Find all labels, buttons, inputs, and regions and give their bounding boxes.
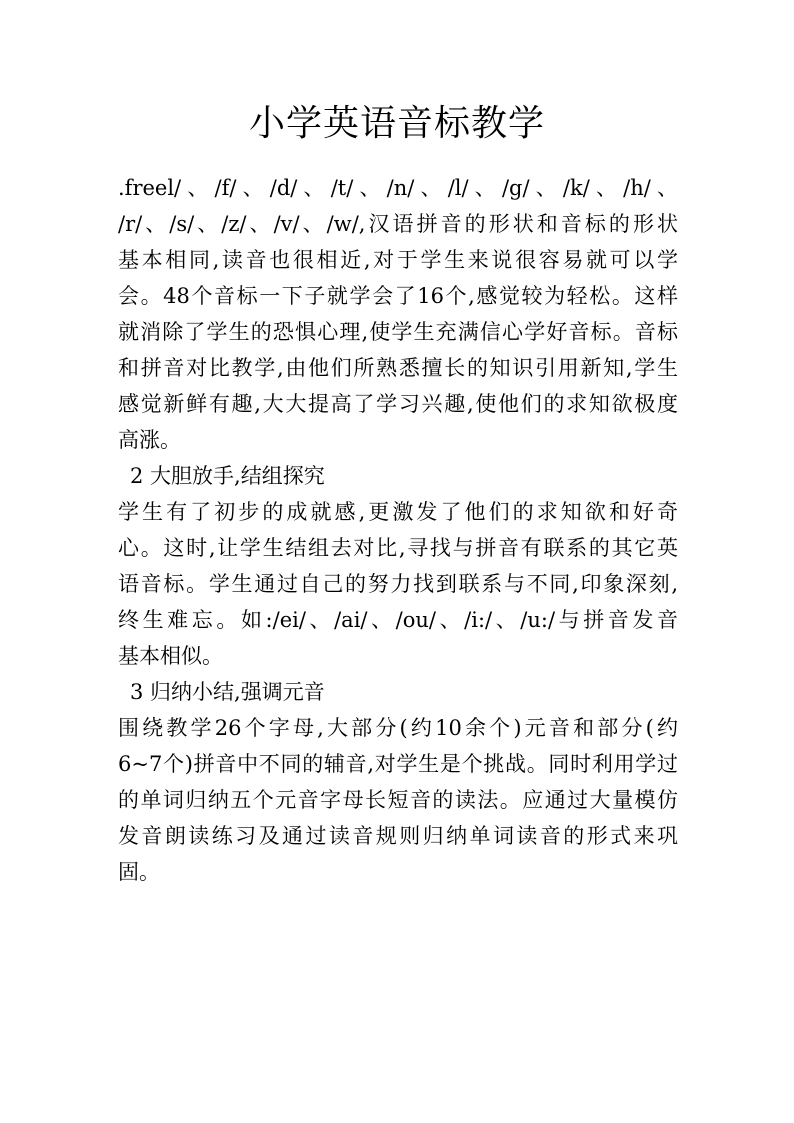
text-line: 学生有了初步的成就感,更激发了他们的求知欲和好奇 [118,500,678,524]
document-body [118,170,678,890]
text-line: 和拼音对比教学,由他们所熟悉擅长的知识引用新知,学生 [118,356,678,380]
text-line: 基本相似。 [118,644,223,668]
document-title: 小学英语音标教学 [248,103,545,144]
text-line: 会。48个音标一下子就学会了16个,感觉较为轻松。这样 [118,284,678,308]
text-line: 固。 [118,860,160,884]
text-line: 高涨。 [118,428,181,452]
text-line: 围绕教学26个字母,大部分(约10余个)元音和部分(约 [118,716,678,740]
text-line: 发音朗读练习及通过读音规则归纳单词读音的形式来巩 [118,824,678,848]
text-line: 6~7个)拼音中不同的辅音,对学生是个挑战。同时利用学过 [118,752,678,776]
text-line: 基本相同,读音也很相近,对于学生来说很容易就可以学 [118,248,678,272]
text-line: 的单词归纳五个元音字母长短音的读法。应通过大量模仿 [118,788,678,812]
section-heading: 2 大胆放手,结组探究 [130,464,325,488]
text-line: 心。这时,让学生结组去对比,寻找与拼音有联系的其它英 [118,536,678,560]
section-heading: 3 归纳小结,强调元音 [130,680,325,704]
text-line: /r/、/s/、/z/、/v/、/w/,汉语拼音的形状和音标的形状 [118,212,678,236]
text-line: 终生难忘。如:/ei/、/ai/、/ou/、/i:/、/u:/与拼音发音 [118,608,678,632]
text-line: 语音标。学生通过自己的努力找到联系与不同,印象深刻, [118,572,678,596]
text-line: 感觉新鲜有趣,大大提高了学习兴趣,使他们的求知欲极度 [118,392,678,416]
text-line: .freel/、/f/、/d/、/t/、/n/、/l/、/g/、/k/、/h/、 [118,176,678,200]
text-line: 就消除了学生的恐惧心理,使学生充满信心学好音标。音标 [118,320,678,344]
